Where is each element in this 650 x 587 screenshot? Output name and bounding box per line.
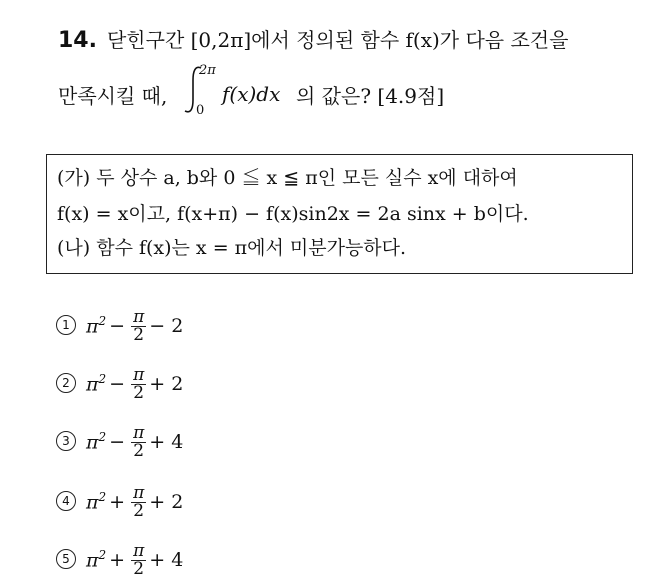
expr-base: $\pi^2$: [86, 314, 107, 338]
expr-exponent: 2: [98, 372, 107, 387]
condition-line-3: (나) 함수 f(x)는 x = π에서 미분가능하다.: [57, 237, 407, 259]
fraction-denominator: 2: [133, 382, 145, 403]
expr-exponent: 2: [98, 548, 107, 563]
fraction-denominator: 2: [133, 500, 145, 521]
integral-lower-limit: 0: [196, 103, 205, 118]
question-line-2: [58, 80, 167, 109]
expr-exponent: 2: [98, 430, 107, 445]
expr-operator: −: [109, 315, 126, 337]
fraction-denominator: 2: [133, 558, 145, 579]
condition-line-1: (가) 두 상수 a, b와 0 ≦ x ≦ π인 모든 실수 x에 대하여: [57, 167, 518, 189]
expr-base: $\pi^2$: [86, 548, 107, 572]
choice-marker: 5: [56, 549, 76, 569]
integrand: f(x)dx: [222, 82, 281, 106]
question-text-prefix: 만족시킬 때,: [58, 84, 168, 108]
expr-base: $\pi^2$: [86, 490, 107, 514]
fraction-denominator: 2: [133, 324, 145, 345]
choice-marker: 1: [56, 315, 76, 335]
condition-line-2: f(x) = x이고, f(x+π) − f(x)sin2x = 2a sinx + b이다.: [57, 203, 529, 225]
choice-expression: [86, 482, 183, 522]
expr-rest: − 2: [149, 315, 184, 337]
expr-fraction: [131, 540, 146, 579]
expr-fraction: [131, 364, 146, 403]
integral-upper-limit: 2π: [199, 63, 216, 78]
expr-rest: + 2: [149, 373, 184, 395]
choice-marker: 2: [56, 373, 76, 393]
fraction-numerator: π: [133, 306, 145, 327]
fraction-numerator: π: [133, 422, 145, 443]
question-number: 14.: [58, 28, 97, 53]
fraction-numerator: π: [133, 482, 145, 503]
expr-fraction: [131, 422, 146, 461]
expr-operator: −: [109, 431, 126, 453]
fraction-numerator: π: [133, 364, 145, 385]
fraction-denominator: 2: [133, 440, 145, 461]
expr-base: $\pi^2$: [86, 430, 107, 454]
question-text-suffix: 의 값은? [4.9점]: [296, 84, 445, 108]
expr-rest: + 2: [149, 491, 184, 513]
expr-rest: + 4: [149, 549, 184, 571]
choice-expression: [86, 306, 183, 346]
expr-fraction: [131, 306, 146, 345]
expr-operator: +: [109, 491, 126, 513]
condition-box: [46, 154, 633, 274]
choice-expression: [86, 540, 183, 580]
expr-exponent: 2: [98, 490, 107, 505]
expr-fraction: [131, 482, 146, 521]
expr-operator: +: [109, 549, 126, 571]
choice-marker: 4: [56, 491, 76, 511]
fraction-numerator: π: [133, 540, 145, 561]
choice-marker: 3: [56, 431, 76, 451]
question-text-line-1: 닫힌구간 [0,2π]에서 정의된 함수 f(x)가 다음 조건을: [106, 28, 569, 52]
choice-expression: [86, 422, 183, 462]
choice-expression: [86, 364, 183, 404]
expr-operator: −: [109, 373, 126, 395]
expr-base: $\pi^2$: [86, 372, 107, 396]
expr-exponent: 2: [98, 314, 107, 329]
expr-rest: + 4: [149, 431, 184, 453]
question-line-1: [58, 24, 568, 53]
